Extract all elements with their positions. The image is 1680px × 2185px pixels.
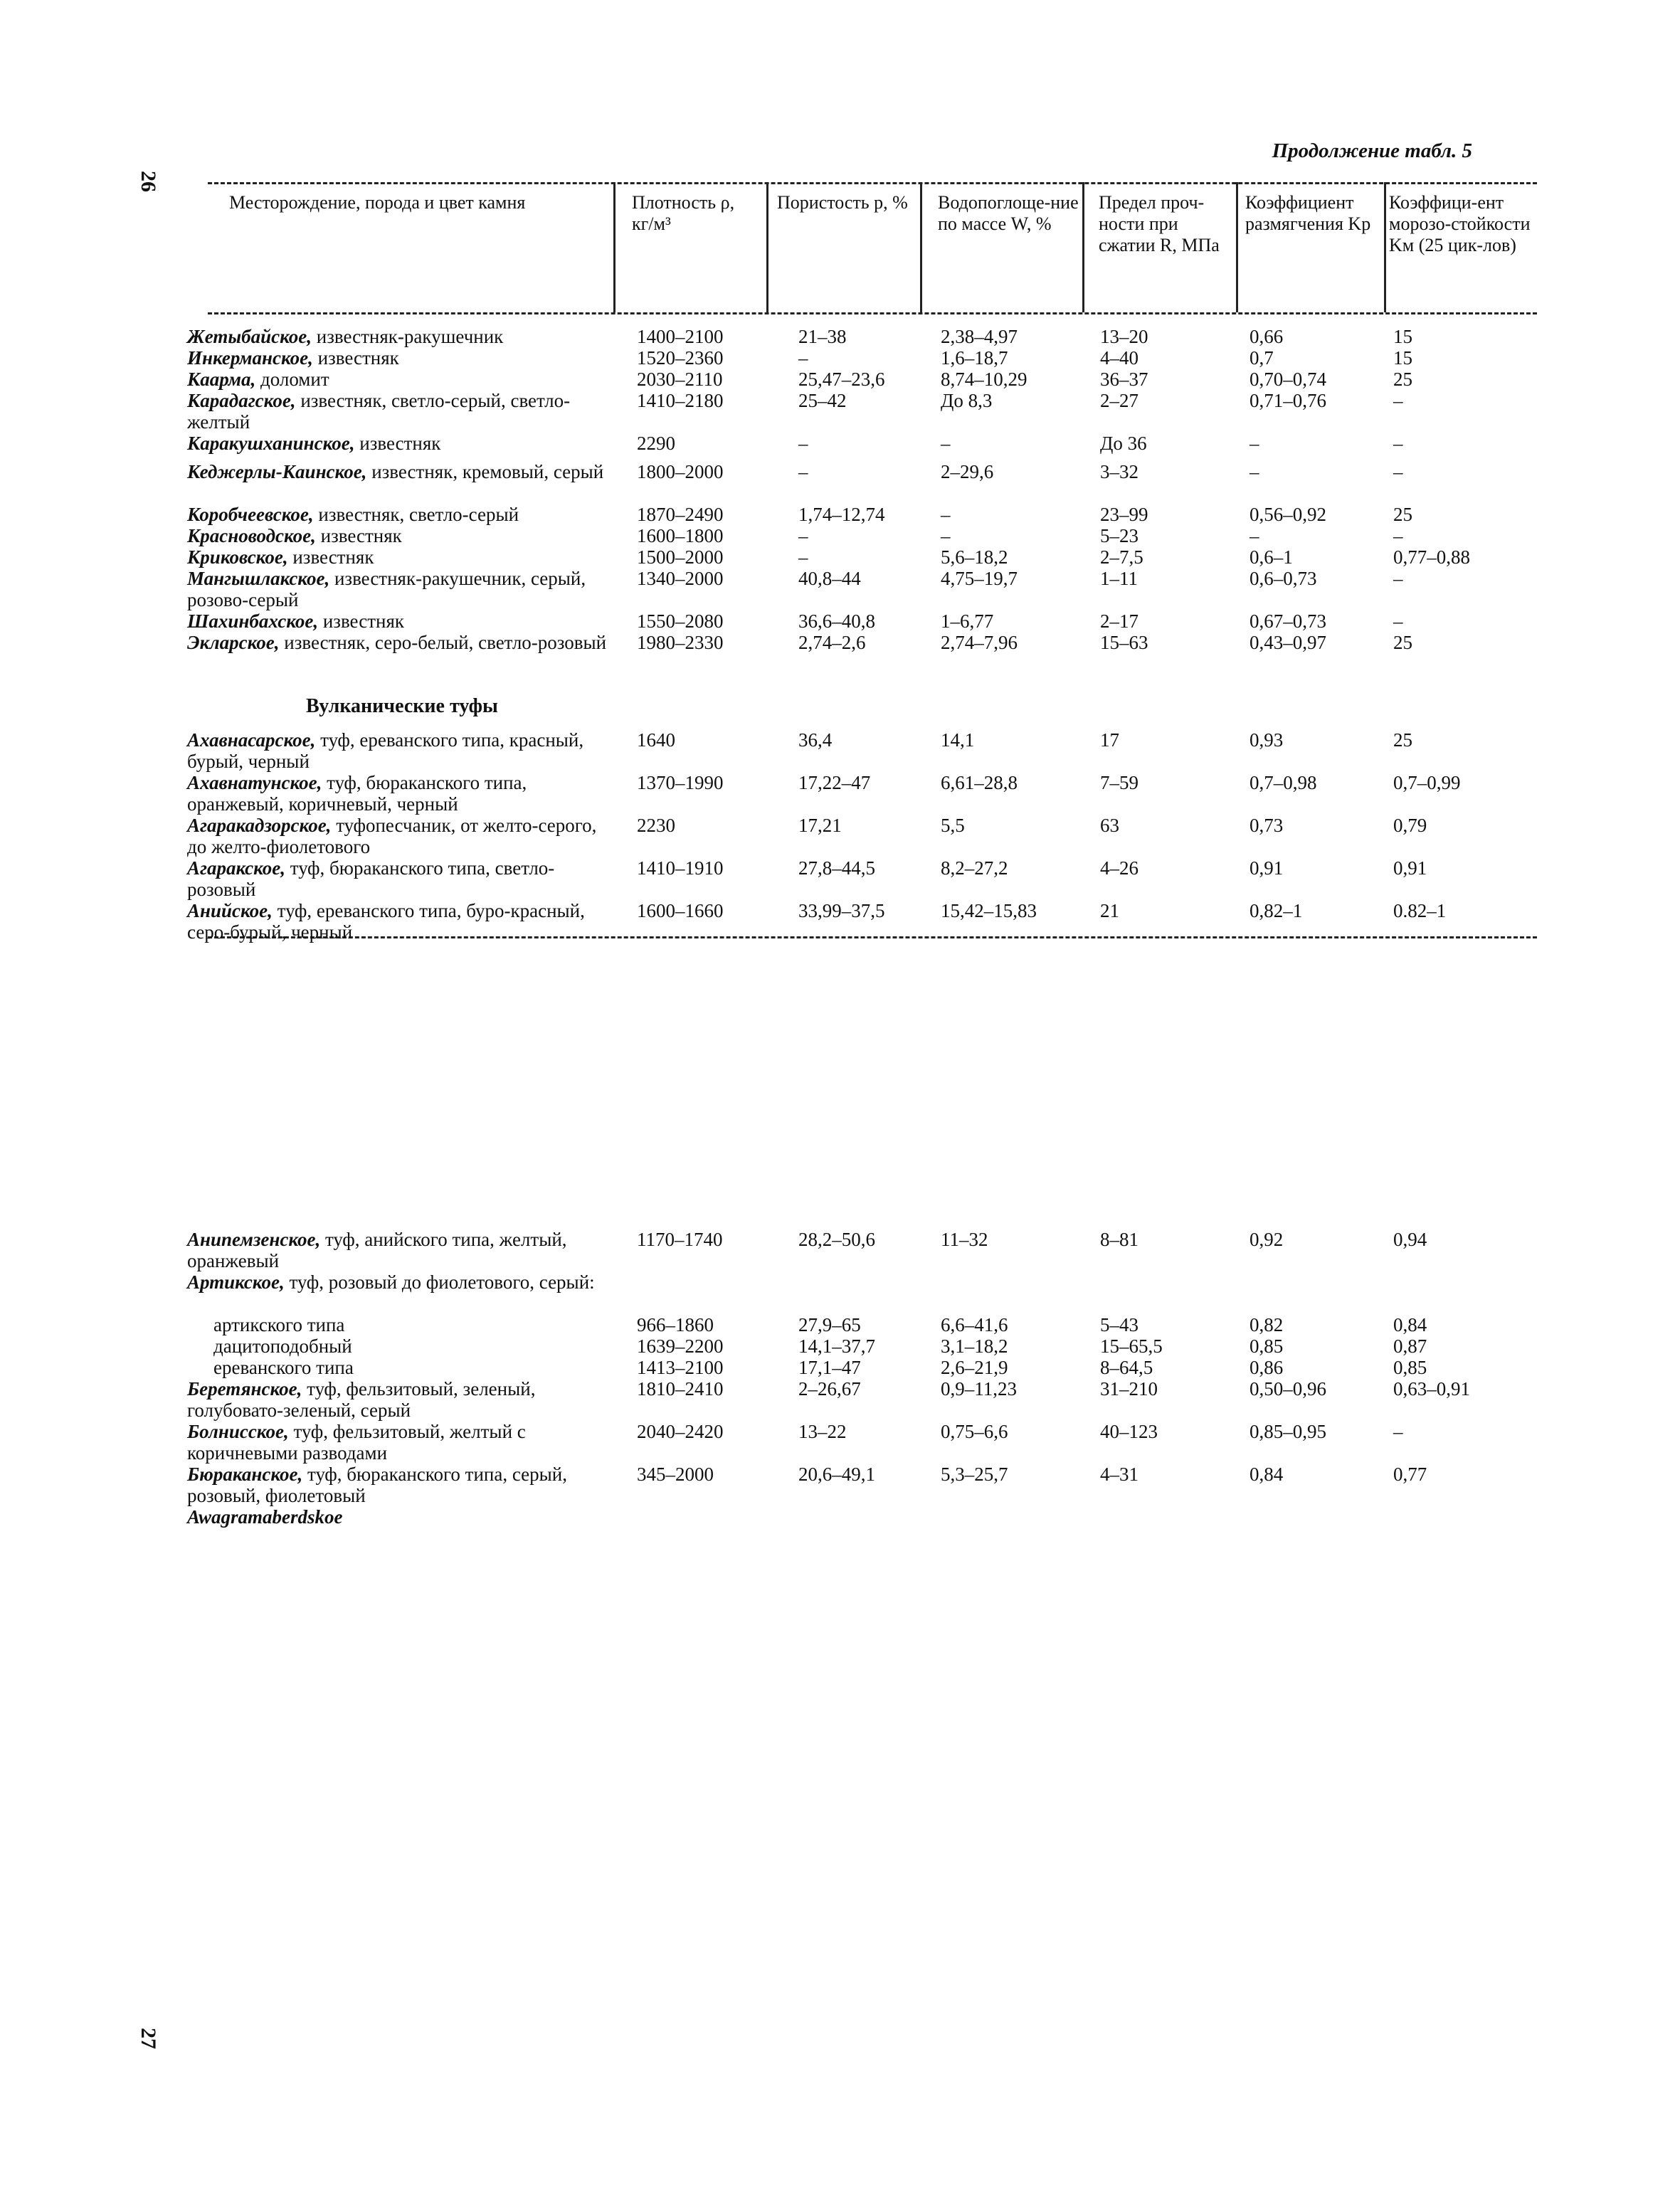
- deposit-description: туф, бюраканского типа, оранжевый, коричневый, черный: [187, 772, 527, 815]
- header-water-absorption: Водопоглоще-ние по массе W, %: [938, 192, 1079, 234]
- soft-cell: –: [1250, 461, 1259, 482]
- col-divider: [1082, 182, 1084, 312]
- soft-cell: 0,91: [1250, 857, 1284, 879]
- deposit-description: туф, анийского типа, желтый, оранжевый: [187, 1229, 567, 1271]
- density-cell: 1800–2000: [637, 461, 724, 482]
- strength-cell: 36–37: [1100, 369, 1148, 390]
- density-cell: 1600–1800: [637, 525, 724, 546]
- frost-cell: –: [1393, 525, 1403, 546]
- density-cell: 2040–2420: [637, 1421, 724, 1442]
- frost-cell: –: [1393, 433, 1403, 454]
- deposit-cell: [187, 546, 614, 568]
- density-cell: 1810–2410: [637, 1378, 724, 1400]
- density-cell: 1170–1740: [637, 1229, 723, 1250]
- deposit-description: туф, фельзитовый, зеленый, голубовато-зеленый, серый: [187, 1378, 536, 1421]
- density-cell: 1370–1990: [637, 772, 724, 793]
- soft-cell: 0,93: [1250, 729, 1284, 751]
- strength-cell: 7–59: [1100, 772, 1139, 793]
- density-cell: 1410–1910: [637, 857, 724, 879]
- deposit-description: туф, розовый до фиолетового, серый:: [289, 1271, 595, 1293]
- frost-cell: –: [1393, 1421, 1403, 1442]
- deposit-name: Ахавнатунское,: [187, 772, 322, 793]
- porosity-cell: 21–38: [798, 326, 847, 347]
- deposit-cell: [187, 1506, 614, 1528]
- frost-cell: 25: [1393, 632, 1412, 653]
- frost-cell: 25: [1393, 369, 1412, 390]
- density-cell: 1500–2000: [637, 546, 724, 568]
- deposit-description: туф, бюраканского типа, светло-розовый: [187, 857, 555, 900]
- deposit-cell: [187, 1271, 614, 1293]
- col-divider: [920, 182, 922, 312]
- deposit-name: Красноводское,: [187, 525, 316, 546]
- water-cell: 2–29,6: [941, 461, 994, 482]
- frost-cell: –: [1393, 610, 1403, 632]
- deposit-cell: [187, 504, 614, 525]
- deposit-name: Мангышлакское,: [187, 568, 330, 589]
- soft-cell: 0,85: [1250, 1335, 1284, 1357]
- soft-cell: 0,71–0,76: [1250, 390, 1326, 411]
- porosity-cell: 36,6–40,8: [798, 610, 875, 632]
- frost-cell: 0,77: [1393, 1464, 1427, 1485]
- strength-cell: 2–27: [1100, 390, 1139, 411]
- deposit-cell: [187, 326, 614, 347]
- deposit-description: известняк: [317, 347, 399, 369]
- porosity-cell: –: [798, 433, 808, 454]
- soft-cell: 0,6–0,73: [1250, 568, 1317, 589]
- col-divider: [766, 182, 768, 312]
- deposit-cell: [187, 900, 614, 943]
- water-cell: –: [941, 433, 951, 454]
- deposit-cell: [187, 525, 614, 546]
- porosity-cell: 17,1–47: [798, 1357, 861, 1378]
- deposit-name: Агаракадзорское,: [187, 815, 332, 836]
- deposit-cell: [187, 772, 614, 815]
- soft-cell: 0,73: [1250, 815, 1284, 836]
- deposit-cell: [187, 347, 614, 369]
- porosity-cell: 14,1–37,7: [798, 1335, 875, 1357]
- water-cell: 6,6–41,6: [941, 1314, 1008, 1335]
- deposit-description: известняк-ракушечник, серый, розово-серый: [187, 568, 586, 610]
- strength-cell: 3–32: [1100, 461, 1139, 482]
- strength-cell: 13–20: [1100, 326, 1148, 347]
- strength-cell: 17: [1100, 729, 1119, 751]
- density-cell: 2030–2110: [637, 369, 723, 390]
- soft-cell: –: [1250, 433, 1259, 454]
- deposit-description: известняк, светло-серый, светло-желтый: [187, 390, 571, 433]
- frost-cell: 0.82–1: [1393, 900, 1447, 921]
- col-divider: [1236, 182, 1238, 312]
- deposit-description: известняк: [322, 610, 404, 632]
- porosity-cell: 25,47–23,6: [798, 369, 885, 390]
- water-cell: 15,42–15,83: [941, 900, 1037, 921]
- frost-cell: –: [1393, 568, 1403, 589]
- deposit-cell: [213, 1357, 640, 1378]
- page-number-bottom: 27: [137, 2028, 160, 2049]
- soft-cell: 0,56–0,92: [1250, 504, 1326, 525]
- soft-cell: 0,85–0,95: [1250, 1421, 1326, 1442]
- deposit-description: известняк, кремовый, серый: [371, 461, 604, 482]
- frost-cell: 0,84: [1393, 1314, 1427, 1335]
- deposit-description: известняк: [359, 433, 441, 454]
- deposit-description: доломит: [260, 369, 329, 390]
- frost-cell: 0,87: [1393, 1335, 1427, 1357]
- deposit-cell: [187, 1378, 614, 1421]
- water-cell: 5,5: [941, 815, 965, 836]
- soft-cell: 0,6–1: [1250, 546, 1293, 568]
- deposit-description: известняк-ракушечник: [316, 326, 504, 347]
- frost-cell: 0,63–0,91: [1393, 1378, 1470, 1400]
- water-cell: 2,74–7,96: [941, 632, 1018, 653]
- strength-cell: 15–63: [1100, 632, 1148, 653]
- deposit-description: туф, бюраканского типа, серый, розовый, фиолетовый: [187, 1464, 568, 1506]
- soft-cell: 0,70–0,74: [1250, 369, 1326, 390]
- deposit-description: известняк: [320, 525, 402, 546]
- soft-cell: 0,82: [1250, 1314, 1284, 1335]
- water-cell: 6,61–28,8: [941, 772, 1018, 793]
- frost-cell: 25: [1393, 504, 1412, 525]
- frost-cell: 0,91: [1393, 857, 1427, 879]
- density-cell: 2230: [637, 815, 675, 836]
- deposit-description: известняк, светло-серый: [318, 504, 519, 525]
- col-divider: [613, 182, 616, 312]
- deposit-name: Экларское,: [187, 632, 280, 653]
- deposit-description: туф, ереванского типа, красный, бурый, черный: [187, 729, 584, 772]
- water-cell: –: [941, 504, 951, 525]
- frost-cell: 0,77–0,88: [1393, 546, 1470, 568]
- strength-cell: 2–7,5: [1100, 546, 1143, 568]
- porosity-cell: 17,22–47: [798, 772, 871, 793]
- table-continuation-caption: Продолжение табл. 5: [1272, 139, 1472, 162]
- water-cell: 4,75–19,7: [941, 568, 1018, 589]
- deposit-cell: [187, 568, 614, 610]
- strength-cell: 31–210: [1100, 1378, 1158, 1400]
- soft-cell: 0,82–1: [1250, 900, 1303, 921]
- density-cell: 2290: [637, 433, 675, 454]
- deposit-cell: [187, 610, 614, 632]
- deposit-cell: [187, 857, 614, 900]
- soft-cell: 0,66: [1250, 326, 1284, 347]
- water-cell: 2,6–21,9: [941, 1357, 1008, 1378]
- porosity-cell: 1,74–12,74: [798, 504, 885, 525]
- page-number-top: 26: [137, 171, 160, 192]
- strength-cell: 4–31: [1100, 1464, 1139, 1485]
- deposit-name: Болнисское,: [187, 1421, 289, 1442]
- deposit-name: Беретянское,: [187, 1378, 302, 1400]
- deposit-name: Агаракское,: [187, 857, 286, 879]
- soft-cell: 0,50–0,96: [1250, 1378, 1326, 1400]
- water-cell: До 8,3: [941, 390, 993, 411]
- water-cell: 0,75–6,6: [941, 1421, 1008, 1442]
- strength-cell: 2–17: [1100, 610, 1139, 632]
- porosity-cell: 20,6–49,1: [798, 1464, 875, 1485]
- porosity-cell: 27,9–65: [798, 1314, 861, 1335]
- header-frost-resistance: Коэффици-ент морозо-стойкости Kм (25 цик-лов): [1389, 192, 1531, 255]
- deposit-cell: [187, 1421, 614, 1464]
- strength-cell: 15–65,5: [1100, 1335, 1163, 1357]
- strength-cell: 21: [1100, 900, 1119, 921]
- deposit-name: Кеджерлы-Каинское,: [187, 461, 367, 482]
- water-cell: 14,1: [941, 729, 975, 751]
- header-softening-coefficient: Коэффициент размягчения Kр: [1245, 192, 1371, 234]
- deposit-cell: [213, 1335, 640, 1357]
- density-cell: 966–1860: [637, 1314, 714, 1335]
- strength-cell: 1–11: [1100, 568, 1138, 589]
- soft-cell: 0,86: [1250, 1357, 1284, 1378]
- header-compressive-strength: Предел проч-ности при сжатии R, МПа: [1099, 192, 1220, 255]
- frost-cell: –: [1393, 461, 1403, 482]
- water-cell: 5,6–18,2: [941, 546, 1008, 568]
- porosity-cell: 40,8–44: [798, 568, 861, 589]
- porosity-cell: 2–26,67: [798, 1378, 861, 1400]
- deposit-name: Коробчеевское,: [187, 504, 314, 525]
- header-deposit: Месторождение, порода и цвет камня: [229, 192, 526, 213]
- water-cell: 8,74–10,29: [941, 369, 1027, 390]
- deposit-name: Карадагское,: [187, 390, 296, 411]
- deposit-description: туф, ереванского типа, буро-красный, серо-бурый, черный: [187, 900, 585, 943]
- deposit-description: ереванского типа: [213, 1357, 354, 1378]
- porosity-cell: –: [798, 546, 808, 568]
- deposit-name: Инкерманское,: [187, 347, 313, 369]
- frost-cell: 0,7–0,99: [1393, 772, 1461, 793]
- frost-cell: 0,85: [1393, 1357, 1427, 1378]
- porosity-cell: 25–42: [798, 390, 847, 411]
- density-cell: 1639–2200: [637, 1335, 724, 1357]
- deposit-name: Ахавнасарское,: [187, 729, 316, 751]
- porosity-cell: 33,99–37,5: [798, 900, 885, 921]
- deposit-description: туф, фельзитовый, желтый с коричневыми разводами: [187, 1421, 526, 1464]
- deposit-cell: [187, 461, 614, 482]
- deposit-name: Бюраканское,: [187, 1464, 303, 1485]
- strength-cell: До 36: [1100, 433, 1147, 454]
- frost-cell: 15: [1393, 347, 1412, 369]
- water-cell: 0,9–11,23: [941, 1378, 1017, 1400]
- deposit-name: Awagramaberdskoe: [187, 1506, 343, 1528]
- density-cell: 1400–2100: [637, 326, 724, 347]
- header-bottom-rule: [208, 312, 1537, 314]
- deposit-cell: [187, 815, 614, 857]
- deposit-cell: [213, 1314, 640, 1335]
- frost-cell: 0,79: [1393, 815, 1427, 836]
- density-cell: 1340–2000: [637, 568, 724, 589]
- water-cell: 8,2–27,2: [941, 857, 1008, 879]
- density-cell: 1413–2100: [637, 1357, 724, 1378]
- density-cell: 1520–2360: [637, 347, 724, 369]
- porosity-cell: –: [798, 461, 808, 482]
- deposit-description: известняк, серо-белый, светло-розовый: [284, 632, 607, 653]
- frost-cell: 15: [1393, 326, 1412, 347]
- strength-cell: 23–99: [1100, 504, 1148, 525]
- header-porosity: Пористость р, %: [777, 192, 908, 213]
- water-cell: 5,3–25,7: [941, 1464, 1008, 1485]
- porosity-cell: 28,2–50,6: [798, 1229, 875, 1250]
- strength-cell: 8–81: [1100, 1229, 1139, 1250]
- deposit-cell: [187, 433, 614, 454]
- soft-cell: 0,43–0,97: [1250, 632, 1326, 653]
- porosity-cell: 2,74–2,6: [798, 632, 866, 653]
- deposit-cell: [187, 390, 614, 433]
- density-cell: 1980–2330: [637, 632, 724, 653]
- deposit-description: туфопесчаник, от желто-серого, до желто-фиолетового: [187, 815, 597, 857]
- deposit-name: Анипемзенское,: [187, 1229, 321, 1250]
- deposit-name: Жетыбайское,: [187, 326, 312, 347]
- deposit-name: Каракушханинское,: [187, 433, 355, 454]
- strength-cell: 5–43: [1100, 1314, 1139, 1335]
- soft-cell: 0,7–0,98: [1250, 772, 1317, 793]
- water-cell: 11–32: [941, 1229, 988, 1250]
- deposit-description: дацитоподобный: [213, 1335, 352, 1357]
- porosity-cell: –: [798, 347, 808, 369]
- strength-cell: 8–64,5: [1100, 1357, 1153, 1378]
- water-cell: 1,6–18,7: [941, 347, 1008, 369]
- density-cell: 1600–1660: [637, 900, 724, 921]
- density-cell: 1870–2490: [637, 504, 724, 525]
- header-density: Плотность ρ, кг/м³: [632, 192, 735, 234]
- density-cell: 1410–2180: [637, 390, 724, 411]
- porosity-cell: 36,4: [798, 729, 833, 751]
- soft-cell: 0,67–0,73: [1250, 610, 1326, 632]
- deposit-name: Шахинбахское,: [187, 610, 319, 632]
- strength-cell: 40–123: [1100, 1421, 1158, 1442]
- porosity-cell: –: [798, 525, 808, 546]
- water-cell: 2,38–4,97: [941, 326, 1018, 347]
- soft-cell: 0,7: [1250, 347, 1274, 369]
- porosity-cell: 27,8–44,5: [798, 857, 875, 879]
- strength-cell: 4–40: [1100, 347, 1139, 369]
- soft-cell: 0,92: [1250, 1229, 1284, 1250]
- header-top-rule: [208, 182, 1537, 184]
- density-cell: 1640: [637, 729, 675, 751]
- deposit-cell: [187, 729, 614, 772]
- deposit-name: Артикское,: [187, 1271, 285, 1293]
- deposit-description: артикского типа: [213, 1314, 345, 1335]
- soft-cell: 0,84: [1250, 1464, 1284, 1485]
- water-cell: –: [941, 525, 951, 546]
- strength-cell: 5–23: [1100, 525, 1139, 546]
- strength-cell: 4–26: [1100, 857, 1139, 879]
- deposit-cell: [187, 369, 614, 390]
- col-divider: [1384, 182, 1386, 312]
- deposit-name: Каарма,: [187, 369, 256, 390]
- deposit-name: Криковское,: [187, 546, 288, 568]
- porosity-cell: 13–22: [798, 1421, 847, 1442]
- section-title: Вулканические туфы: [306, 695, 498, 717]
- frost-cell: 25: [1393, 729, 1412, 751]
- density-cell: 1550–2080: [637, 610, 724, 632]
- soft-cell: –: [1250, 525, 1259, 546]
- strength-cell: 63: [1100, 815, 1119, 836]
- water-cell: 3,1–18,2: [941, 1335, 1008, 1357]
- frost-cell: 0,94: [1393, 1229, 1427, 1250]
- density-cell: 345–2000: [637, 1464, 714, 1485]
- deposit-cell: [187, 1464, 614, 1506]
- porosity-cell: 17,21: [798, 815, 842, 836]
- water-cell: 1–6,77: [941, 610, 994, 632]
- deposit-description: известняк: [292, 546, 374, 568]
- deposit-cell: [187, 632, 614, 653]
- deposit-name: Анийское,: [187, 900, 273, 921]
- frost-cell: –: [1393, 390, 1403, 411]
- deposit-cell: [187, 1229, 614, 1271]
